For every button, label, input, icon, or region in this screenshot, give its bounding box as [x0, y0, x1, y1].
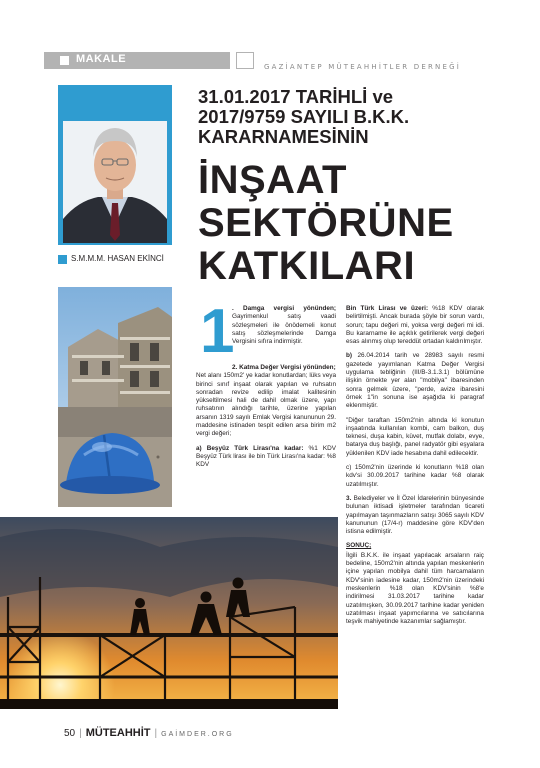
- footer-separator: |: [79, 728, 82, 739]
- title-line-3: KARARNAMESİNİN: [198, 126, 369, 147]
- conclusion-heading: SONUÇ;: [346, 542, 372, 550]
- section-3-heading: 3.: [346, 494, 352, 502]
- organization-name: GAZİANTEP MÜTEAHHİTLER DERNEĞİ: [264, 63, 461, 71]
- page-footer: [64, 727, 234, 739]
- body-column-right: [346, 305, 484, 632]
- article-subtitle: [198, 87, 409, 147]
- section-label: MAKALE: [76, 53, 127, 65]
- section-header-bar: [44, 52, 230, 69]
- section-1-text: Gayrimenkul satış vaadi sözleşmeleri ile önödemeli konut satış sözleşmelerinde Damga Vergisini sıfıra indirmiştir.: [232, 313, 336, 346]
- rate-text: %18 KDV olarak belirtilmişti. Ancak burada şöyle bir sorun vardı, sorun; tapu değeri mi, yoksa vergi değeri mi idi. Bu kararname ile açıklık getirilerek vergi değeri esas alınmış olup tereddüt ortadan kaldırılmıştır.: [346, 305, 484, 346]
- author-portrait: [58, 85, 172, 245]
- title-big-3: KATKILARI: [198, 244, 416, 288]
- section-2-heading: 2. Katma Değer Vergisi yönünden;: [232, 364, 336, 371]
- magazine-name: MÜTEAHHİT: [85, 727, 151, 739]
- workers-sunset-photo: [0, 517, 338, 709]
- section-3-text: Belediyeler ve İl Özel İdarelerinin bünyesinde bulunan iktisadi işletmeler tarafından ticareti yapılmayan taşınmazların satışı 3065 sayılı KDV kanununun (17/4-r) maddesine göre KDV'den istisna edilmiştir.: [346, 494, 484, 536]
- section-header-square: [60, 56, 69, 65]
- section-1-heading: . Damga vergisi yönünden;: [232, 305, 336, 312]
- body-column-top: [232, 305, 336, 352]
- author-name: S.M.M.M. HASAN EKİNCİ: [71, 254, 164, 263]
- footer-separator: |: [154, 728, 158, 739]
- website: GAİMDER.ORG: [161, 731, 234, 738]
- page-number: 50: [64, 728, 76, 739]
- title-big-2: SEKTÖRÜNE: [198, 201, 454, 245]
- article-title: [198, 159, 454, 288]
- section-header-box: [236, 52, 254, 69]
- construction-site-photo: [58, 287, 172, 507]
- section-2a-text: %1 KDV Beşyüz Türk lirası ile bin Türk Lirası'na kadar: %8 KDV: [196, 444, 337, 469]
- title-line-2: 2017/9759 SAYILI B.K.K.: [198, 106, 410, 127]
- author-marker: [58, 255, 67, 264]
- item-c-text: c) 150m2'nin üzerinde ki konutların %18 olan kdv'si 30.09.2017 tarihine kadar %8 olarak uzatılmıştır.: [346, 464, 484, 488]
- item-b-text: 26.04.2014 tarih ve 28983 sayılı resmi gazetede yayımlanan Katma Değer Vergisi uygulama tebliğinin (III/B-3.1.3.1) bölümüne ilişkin örnekte yer alan "mobilya" ibaresinden sonra gelmek üzere, "perde, avize ibaresini örnek 1"in sonuna ise aşağıda ki paragraf eklenmiştir.: [346, 352, 484, 410]
- conclusion-text: İlgili B.K.K. ile inşaat yapılacak arsaların raiç bedeline, 150m2'nin altında yapılan meskenlerin içine yapılan mobilya dahil tüm harcamaların KDV'sinin iadesine kadar, 150m2'nin üzerindeki meskenlerin %18 olan KDV'sinin %8'e indirilmesi 31.03.2017 tarihine kadar uzatılmışken, 30.09.2017 tarihine kadar yeniden uzatılması inşaat yapımcılarına ve satıcılarına teşvik mahiyetinde kazanımlar sağlamıştır.: [346, 551, 484, 626]
- title-line-1: 31.01.2017 TARİHLİ ve: [198, 86, 394, 107]
- body-column-left: [196, 364, 336, 476]
- rate-heading: Bin Türk Lirası ve üzeri:: [346, 305, 429, 312]
- title-big-1: İNŞAAT: [198, 158, 347, 202]
- section-2a-heading: a) Beşyüz Türk Lirası'na kadar:: [196, 444, 304, 452]
- section-2-text: Net alanı 150m2' ye kadar konutlardan; lüks veya birinci sınıf inşaat olarak yapılan ve ruhsatın sonradan revize edilip imalat kalitesinin yükseltilmesi hali de dahil olmak üzere, yapı ruhsatının alındığı tarihte, üzerine yapılan arsanın 1319 sayılı Emlak Vergisi kanununun 29. maddesine istinaden tespit edilen arsa birim m2 vergi değeri;: [196, 372, 336, 438]
- item-b-continuation: "Diğer taraftan 150m2'nin altında ki konutun inşaatında kullanılan kombi, cam balkon, duş teknesi, duşa kabin, küvet, mutfak dolabı, evye, batarya duş başlığı, panel radyatör gibi eşyalara yüklenilen KDV iade hesabına dahil edilecektir.: [346, 416, 484, 457]
- item-b-heading: b): [346, 352, 353, 360]
- drop-cap: 1: [200, 297, 235, 366]
